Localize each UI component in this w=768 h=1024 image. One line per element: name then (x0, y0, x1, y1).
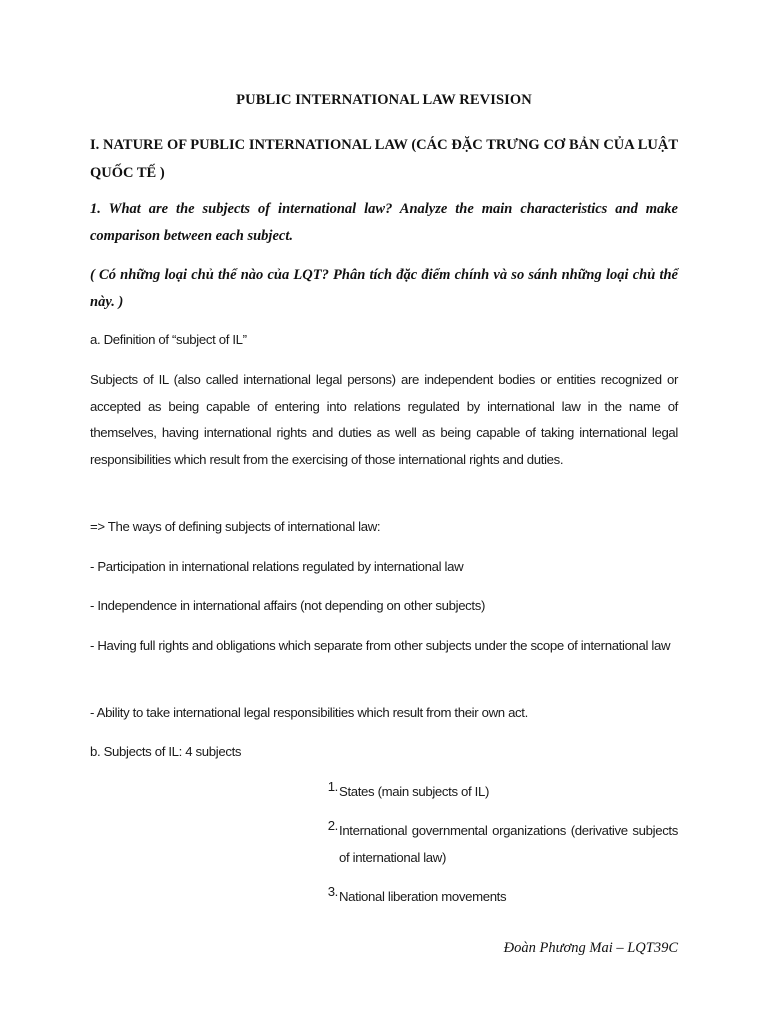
section-heading: I. NATURE OF PUBLIC INTERNATIONAL LAW (CÁC ĐẶC TRƯNG CƠ BẢN CỦA LUẬT QUỐC TẾ ) (90, 137, 678, 181)
part-a-heading: a. Definition of “subject of IL” (90, 332, 247, 347)
part-b-heading: b. Subjects of IL: 4 subjects (90, 744, 242, 759)
list-item-number: 3. (327, 884, 338, 899)
list-item-text: States (main subjects of IL) (339, 784, 489, 799)
ways-item-independence: - Independence in international affairs (not depending on other subjects) (90, 598, 486, 613)
definition-paragraph: Subjects of IL (also called international legal persons) are independent bodies or entities recognized or accepted as being capable of entering into relations regulated by international law in the name of themselves, having international rights and duties as well as being capable of taking international legal responsibilities which result from the exercising of those international rights and duties. (90, 372, 678, 467)
page-footer: Đoàn Phương Mai – LQT39C (503, 940, 678, 956)
list-item-number: 1. (327, 779, 338, 794)
list-item-number: 2. (327, 818, 338, 833)
question-english: 1. What are the subjects of international law? Analyze the main characteristics and make comparison between each subject. (90, 201, 678, 244)
document-title: PUBLIC INTERNATIONAL LAW REVISION (236, 92, 532, 108)
document-page (90, 0, 678, 1024)
ways-item-participation: - Participation in international relations regulated by international law (90, 559, 464, 574)
ways-item-rights: - Having full rights and obligations which separate from other subjects under the scope of international law (90, 638, 671, 653)
list-item-text: National liberation movements (339, 889, 507, 904)
question-vietnamese: ( Có những loại chủ thể nào của LQT? Phân tích đặc điểm chính và so sánh những loại chủ thể này. ) (90, 267, 678, 310)
ways-intro: => The ways of defining subjects of international law: (90, 519, 381, 534)
ways-item-responsibility: - Ability to take international legal responsibilities which result from their own act. (90, 705, 528, 720)
list-item-text: International governmental organizations (derivative subjects of international law) (339, 823, 678, 865)
